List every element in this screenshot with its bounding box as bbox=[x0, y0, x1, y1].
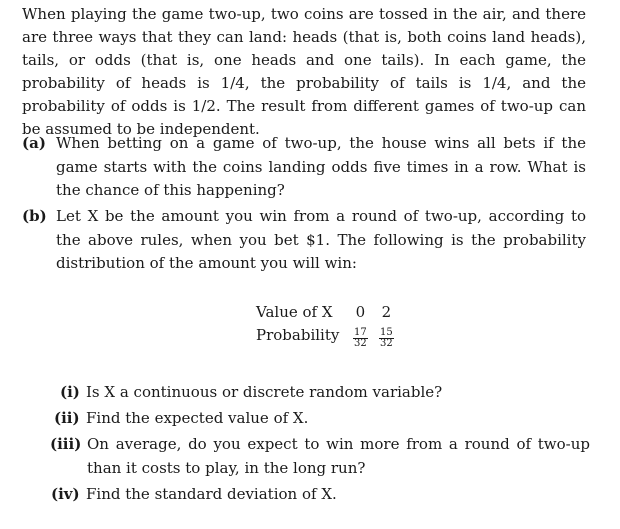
value-cell: 0 bbox=[355, 303, 366, 321]
probability-row-header: Probability bbox=[256, 326, 340, 344]
intro-paragraph: When playing the game two-up, two coins are tossed in the air, and there are three ways that they can land: heads (that is, both coins land heads), tails, or odds (that is, one heads and one tails). In each game, the probability of heads is 1/4, the probability of tails is 1/4, and the probability of odds is 1/2. The result from different games of two-up can be assumed to be independent. bbox=[22, 5, 586, 138]
subpart-iv-label: (iv) bbox=[51, 485, 80, 503]
fraction-denominator: 32 bbox=[353, 338, 367, 349]
fraction bbox=[353, 328, 368, 349]
subpart-ii bbox=[54, 407, 594, 431]
subpart-iii-text: On average, do you expect to win more from a round of two-up than it costs to play, in the long run? bbox=[87, 435, 590, 477]
fraction bbox=[379, 328, 394, 349]
part-b-label: (b) bbox=[22, 207, 47, 225]
part-a-label: (a) bbox=[22, 134, 46, 152]
part-a bbox=[22, 132, 586, 203]
probability-row bbox=[252, 321, 399, 349]
probability-cell bbox=[373, 321, 399, 349]
subpart-i bbox=[60, 381, 600, 405]
probability-cell bbox=[347, 321, 373, 349]
part-a-text: When betting on a game of two-up, the house wins all bets if the game starts with the coins landing odds five times in a row. What is the chance of this happening? bbox=[56, 134, 586, 199]
subpart-iii bbox=[50, 433, 590, 480]
subpart-i-text: Is X a continuous or discrete random variable? bbox=[86, 383, 443, 401]
subpart-ii-text: Find the expected value of X. bbox=[86, 409, 309, 427]
value-row bbox=[252, 303, 399, 321]
fraction-numerator: 15 bbox=[379, 327, 393, 338]
fraction-denominator: 32 bbox=[379, 338, 393, 349]
fraction-numerator: 17 bbox=[353, 327, 367, 338]
probability-distribution-table bbox=[252, 303, 399, 349]
subpart-i-label: (i) bbox=[60, 383, 80, 401]
part-b bbox=[22, 205, 586, 276]
subpart-iv-text: Find the standard deviation of X. bbox=[86, 485, 337, 503]
subpart-iii-label: (iii) bbox=[50, 435, 82, 453]
subpart-iv bbox=[51, 483, 591, 507]
part-b-text: Let X be the amount you win from a round of two-up, according to the above rules, when you bet $1. The following is the probability distribution of the amount you will win: bbox=[56, 207, 586, 272]
value-cell: 2 bbox=[381, 303, 392, 321]
subpart-ii-label: (ii) bbox=[54, 409, 80, 427]
value-row-header: Value of X bbox=[256, 303, 333, 321]
